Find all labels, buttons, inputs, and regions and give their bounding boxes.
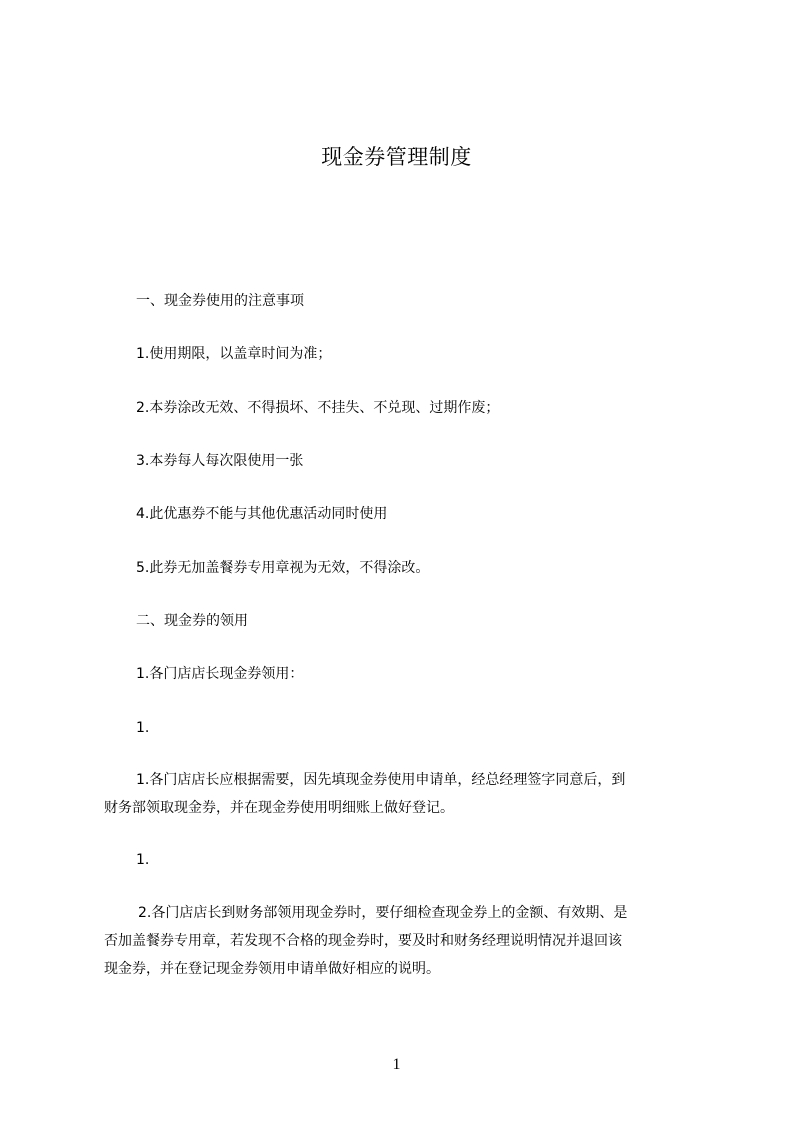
paragraph-line: 现金券，并在登记现金券领用申请单做好相应的说明。: [104, 961, 440, 977]
paragraph-line: 否加盖餐券专用章，若发现不合格的现金券时，要及时和财务经理说明情况并退回该: [104, 933, 622, 949]
list-item: 2.本券涂改无效、不得损坏、不挂失、不兑现、过期作废；: [136, 400, 500, 416]
page-number: 1: [392, 1056, 401, 1073]
subsection-heading: 1.各门店店长现金券领用：: [136, 666, 304, 682]
list-item: 5.此券无加盖餐券专用章视为无效，不得涂改。: [136, 560, 430, 576]
paragraph-inspection-procedure: [104, 899, 709, 983]
section-heading-collection: 二、现金券的领用: [136, 613, 248, 629]
paragraph-line: 1.各门店店长应根据需要，因先填现金券使用申请单，经总经理签字同意后，到: [136, 772, 626, 788]
list-item: 3.本券每人每次限使用一张: [136, 453, 304, 469]
list-item: 4.此优惠券不能与其他优惠活动同时使用: [136, 506, 388, 522]
paragraph-line: 财务部领取现金券，并在现金券使用明细账上做好登记。: [104, 800, 454, 816]
section-heading-usage-notes: 一、现金券使用的注意事项: [136, 293, 304, 309]
list-item: 1.使用期限，以盖章时间为准；: [136, 346, 332, 362]
paragraph-collection-procedure: [104, 766, 709, 822]
list-marker: 1.: [136, 720, 150, 736]
document-title: 现金券管理制度: [321, 145, 472, 169]
list-marker: 1.: [136, 852, 150, 868]
paragraph-line: 2.各门店店长到财务部领用现金券时，要仔细检查现金券上的金额、有效期、是: [138, 905, 628, 921]
